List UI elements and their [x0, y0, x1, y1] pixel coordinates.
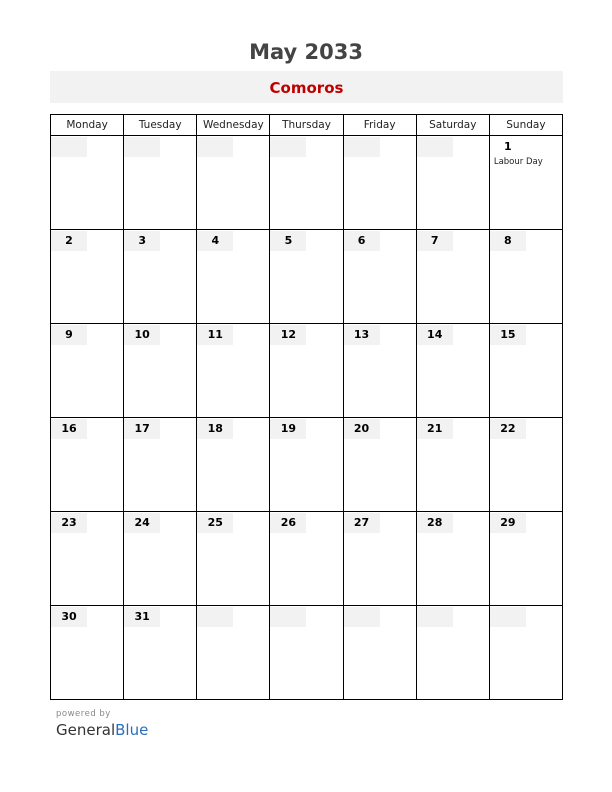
weekday-header: Saturday — [416, 115, 489, 136]
brand-blue: Blue — [115, 721, 149, 739]
day-cell — [489, 136, 562, 230]
day-cell — [51, 136, 124, 230]
day-cell — [489, 230, 562, 324]
day-number: 28 — [417, 513, 453, 533]
day-number: 18 — [197, 419, 233, 439]
day-cell — [270, 324, 343, 418]
calendar-title: May 2033 — [249, 40, 363, 64]
day-number: 17 — [124, 419, 160, 439]
weekday-header: Wednesday — [197, 115, 270, 136]
day-cell — [270, 606, 343, 700]
weekday-header-row — [51, 115, 563, 136]
day-number: 23 — [51, 513, 87, 533]
day-number: 25 — [197, 513, 233, 533]
footer — [56, 709, 148, 739]
day-cell — [270, 418, 343, 512]
brand-general: General — [56, 721, 116, 739]
day-cell — [197, 324, 270, 418]
day-cell — [343, 324, 416, 418]
day-cell — [270, 512, 343, 606]
day-cell — [489, 606, 562, 700]
day-number: 1 — [504, 140, 512, 153]
week-row — [51, 512, 563, 606]
powered-by-text: powered by — [56, 709, 111, 719]
brand-logo — [56, 721, 148, 739]
day-cell — [343, 606, 416, 700]
day-cell — [416, 418, 489, 512]
week-row — [51, 606, 563, 700]
holiday-label: Labour Day — [493, 157, 543, 167]
day-number: 13 — [344, 325, 380, 345]
day-cell — [270, 136, 343, 230]
day-cell — [416, 324, 489, 418]
day-number — [51, 137, 87, 157]
week-row — [51, 136, 563, 230]
day-number: 4 — [197, 231, 233, 251]
day-number: 30 — [51, 607, 87, 627]
day-number: 20 — [344, 419, 380, 439]
day-number: 26 — [270, 513, 306, 533]
day-cell — [51, 512, 124, 606]
day-cell — [197, 136, 270, 230]
day-cell — [416, 606, 489, 700]
country-name: Comoros — [269, 79, 344, 97]
day-number: 16 — [51, 419, 87, 439]
day-number: 9 — [51, 325, 87, 345]
day-cell — [197, 418, 270, 512]
day-number: 31 — [124, 607, 160, 627]
day-number — [344, 137, 380, 157]
day-number: 21 — [417, 419, 453, 439]
day-cell — [489, 324, 562, 418]
day-number — [197, 137, 233, 157]
day-number — [344, 607, 380, 627]
day-number: 15 — [490, 325, 526, 345]
week-row — [51, 324, 563, 418]
country-bar — [50, 71, 563, 103]
day-number: 2 — [51, 231, 87, 251]
day-cell — [270, 230, 343, 324]
day-cell — [343, 512, 416, 606]
day-cell — [124, 230, 197, 324]
day-cell — [343, 418, 416, 512]
day-cell — [51, 324, 124, 418]
calendar-body — [51, 136, 563, 700]
weekday-header: Friday — [343, 115, 416, 136]
day-cell — [124, 136, 197, 230]
day-cell — [124, 606, 197, 700]
week-row — [51, 418, 563, 512]
day-cell — [489, 512, 562, 606]
day-cell — [197, 230, 270, 324]
day-number: 14 — [417, 325, 453, 345]
day-number: 29 — [490, 513, 526, 533]
day-number: 8 — [490, 231, 526, 251]
weekday-header: Monday — [51, 115, 124, 136]
day-number — [270, 137, 306, 157]
day-number: 7 — [417, 231, 453, 251]
day-number: 11 — [197, 325, 233, 345]
weekday-header: Thursday — [270, 115, 343, 136]
day-number — [490, 607, 526, 627]
day-number: 5 — [270, 231, 306, 251]
day-cell — [416, 512, 489, 606]
day-cell — [124, 418, 197, 512]
day-number — [197, 607, 233, 627]
day-number: 10 — [124, 325, 160, 345]
day-number: 27 — [344, 513, 380, 533]
day-number — [124, 137, 160, 157]
day-cell — [51, 230, 124, 324]
weekday-header: Tuesday — [124, 115, 197, 136]
day-number — [417, 607, 453, 627]
day-cell — [197, 606, 270, 700]
day-number — [417, 137, 453, 157]
day-cell — [416, 230, 489, 324]
day-cell — [343, 136, 416, 230]
calendar-grid — [50, 114, 563, 700]
day-cell — [51, 418, 124, 512]
day-number: 19 — [270, 419, 306, 439]
day-cell — [416, 136, 489, 230]
day-cell — [51, 606, 124, 700]
day-number: 22 — [490, 419, 526, 439]
day-number — [270, 607, 306, 627]
day-number: 6 — [344, 231, 380, 251]
weekday-header: Sunday — [489, 115, 562, 136]
day-number: 12 — [270, 325, 306, 345]
week-row — [51, 230, 563, 324]
day-number: 3 — [124, 231, 160, 251]
day-cell — [124, 512, 197, 606]
day-number: 24 — [124, 513, 160, 533]
day-cell — [197, 512, 270, 606]
day-cell — [124, 324, 197, 418]
day-cell — [343, 230, 416, 324]
day-cell — [489, 418, 562, 512]
